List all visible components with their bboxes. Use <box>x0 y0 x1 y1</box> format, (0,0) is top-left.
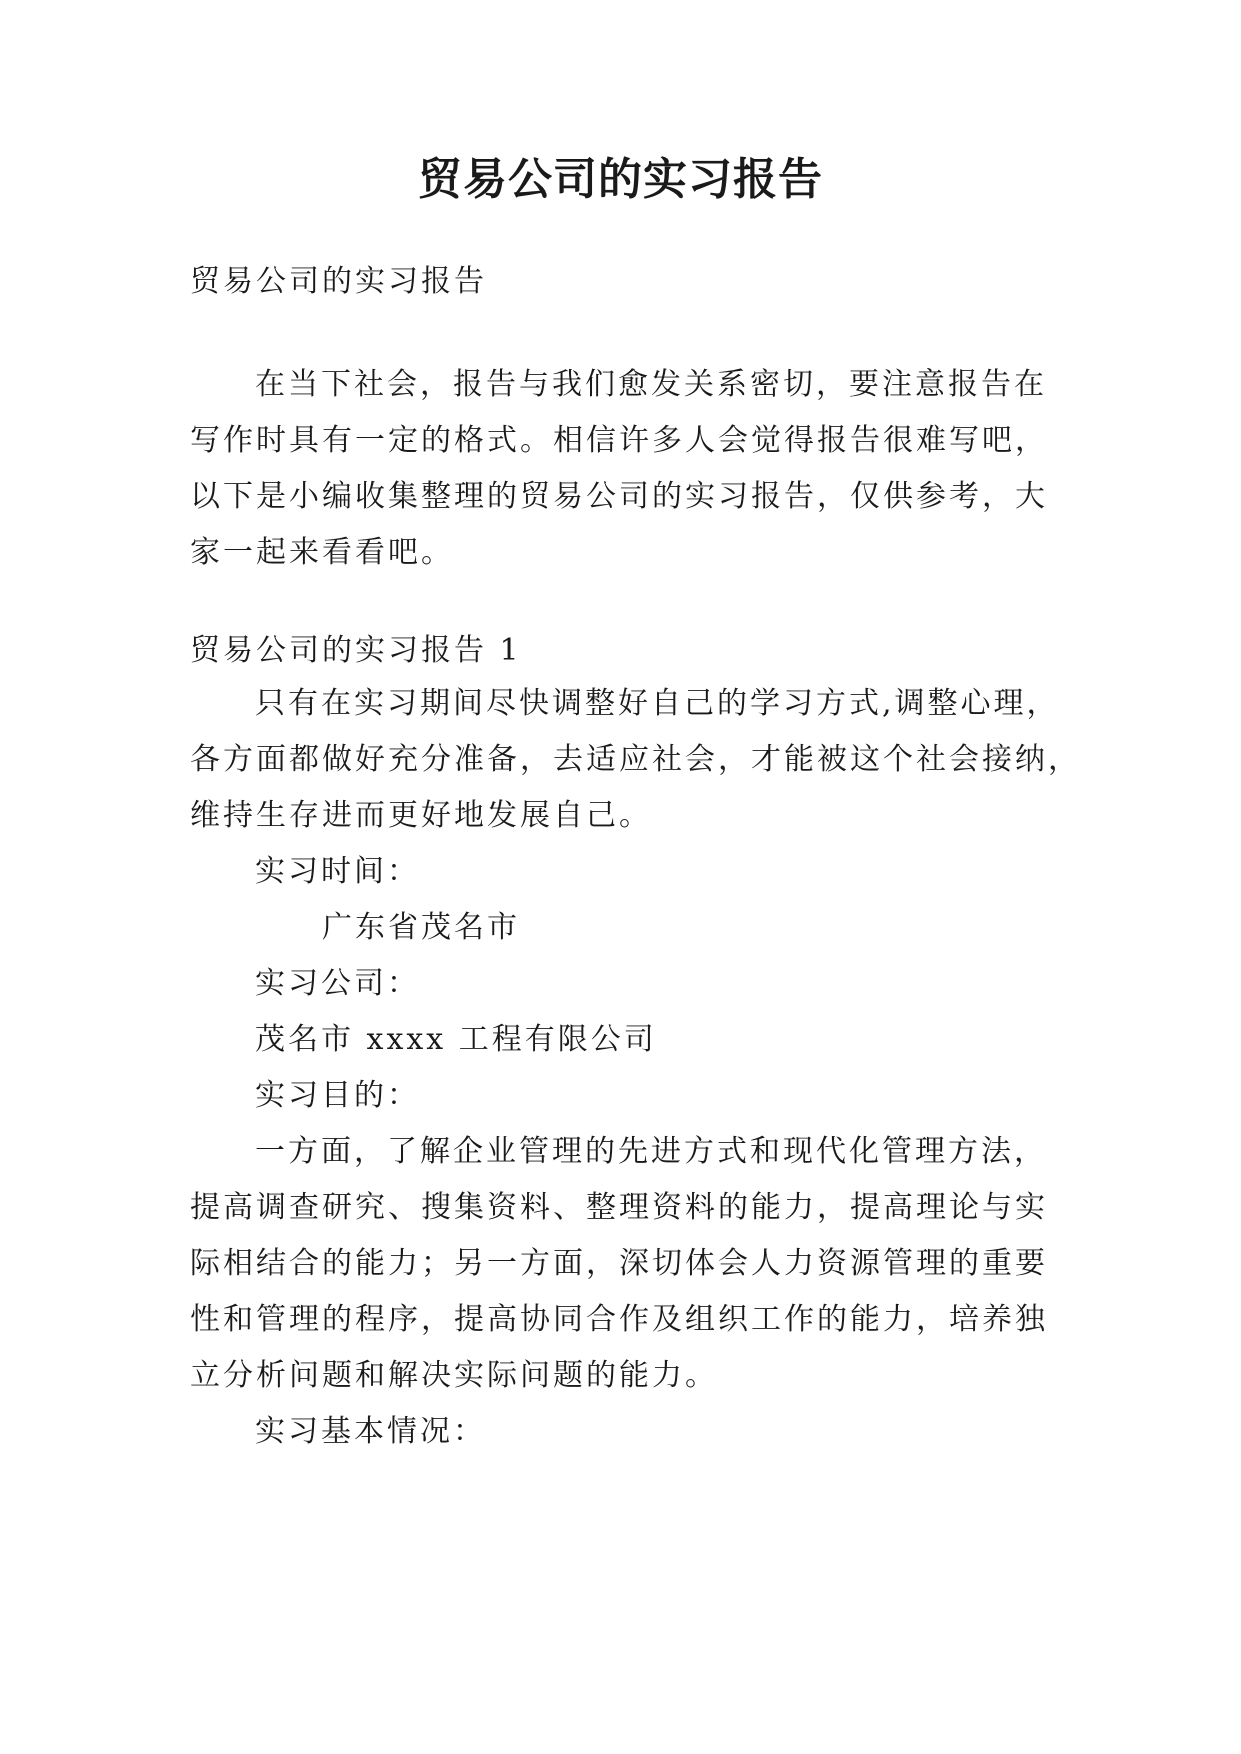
internship-time-label: 实习时间： <box>255 854 420 889</box>
intro-line: 家一起来看看吧。 <box>190 535 454 570</box>
basic-situation-label: 实习基本情况： <box>255 1414 486 1449</box>
intro-line: 在当下社会，报告与我们愈发关系密切，要注意报告在 <box>255 367 1047 402</box>
intro-line: 写作时具有一定的格式。相信许多人会觉得报告很难写吧， <box>190 423 1048 458</box>
purpose-line: 一方面，了解企业管理的先进方式和现代化管理方法， <box>255 1134 1047 1169</box>
purpose-line: 立分析问题和解决实际问题的能力。 <box>190 1358 718 1393</box>
company-name: 茂名市 xxxx 工程有限公司 <box>255 1022 657 1057</box>
paragraph-line: 维持生存进而更好地发展自己。 <box>190 798 652 833</box>
location-text: 广东省茂名市 <box>322 910 520 945</box>
purpose-line: 际相结合的能力；另一方面，深切体会人力资源管理的重要 <box>190 1246 1048 1281</box>
internship-company-label: 实习公司： <box>255 966 420 1001</box>
document-title: 贸易公司的实习报告 <box>418 154 823 205</box>
purpose-line: 提高调查研究、搜集资料、整理资料的能力，提高理论与实 <box>190 1190 1048 1225</box>
internship-purpose-label: 实习目的： <box>255 1078 420 1113</box>
section-heading: 贸易公司的实习报告 1 <box>190 633 522 668</box>
purpose-line: 性和管理的程序，提高协同合作及组织工作的能力，培养独 <box>190 1302 1048 1337</box>
paragraph-line: 只有在实习期间尽快调整好自己的学习方式,调整心理， <box>255 686 1060 721</box>
intro-line: 以下是小编收集整理的贸易公司的实习报告，仅供参考，大 <box>190 479 1048 514</box>
paragraph-line: 各方面都做好充分准备，去适应社会，才能被这个社会接纳， <box>190 742 1081 777</box>
document-subtitle: 贸易公司的实习报告 <box>190 264 487 299</box>
